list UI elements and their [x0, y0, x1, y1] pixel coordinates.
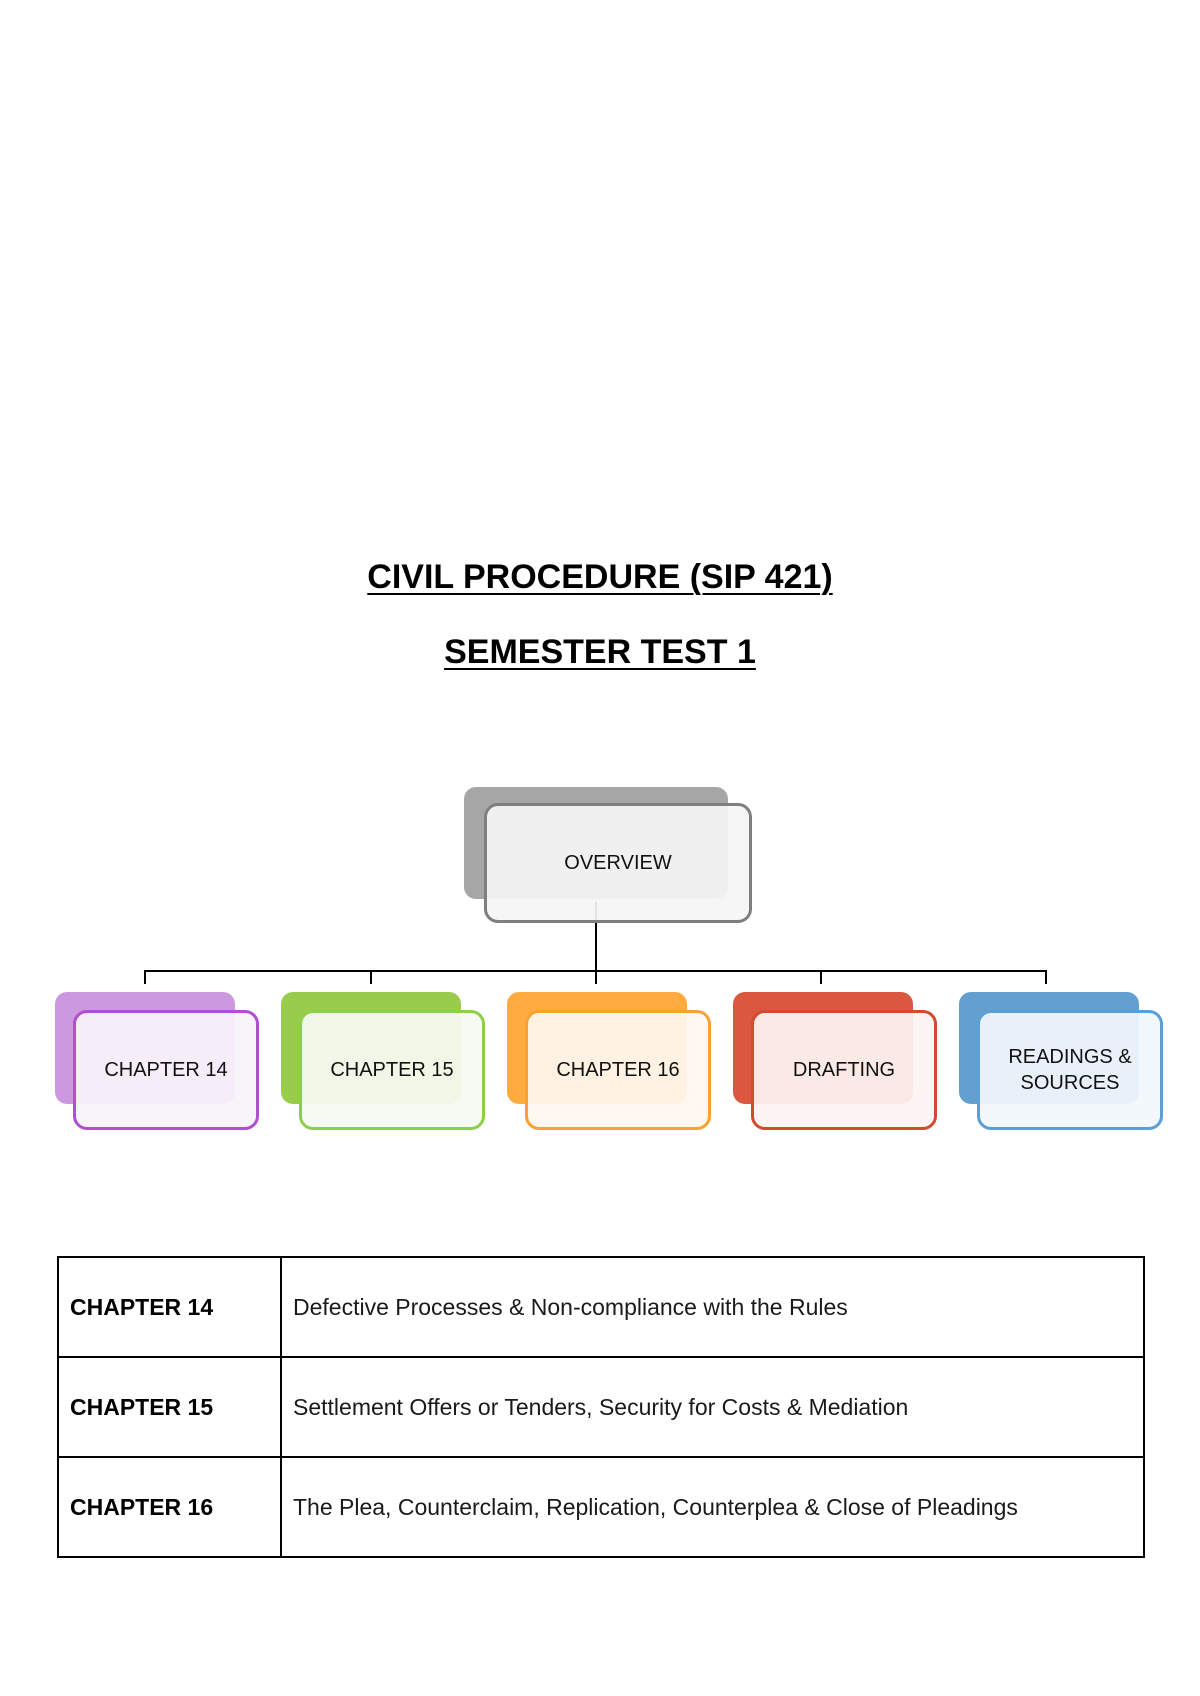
diagram-node-chapter-14: [55, 992, 261, 1132]
table-row: [58, 1357, 1144, 1457]
table-cell-chapter: CHAPTER 16: [58, 1457, 281, 1557]
document-title: CIVIL PROCEDURE (SIP 421): [367, 558, 833, 596]
node-label-chapter-14: CHAPTER 14: [73, 1010, 259, 1130]
diagram-node-readings-sources: [959, 992, 1165, 1132]
node-label-drafting: DRAFTING: [751, 1010, 937, 1130]
table-cell-description: The Plea, Counterclaim, Replication, Counterplea & Close of Pleadings: [281, 1457, 1144, 1557]
table-row: [58, 1457, 1144, 1557]
table-row: [58, 1257, 1144, 1357]
connector-drafting: [820, 970, 822, 984]
table-cell-chapter: CHAPTER 15: [58, 1357, 281, 1457]
diagram-node-chapter-16: [507, 992, 713, 1132]
diagram-node-chapter-15: [281, 992, 487, 1132]
diagram-node-overview: [464, 787, 754, 923]
node-label-readings-sources: READINGS & SOURCES: [977, 1010, 1163, 1130]
node-label-overview: OVERVIEW: [484, 803, 752, 923]
connector-ch16: [595, 970, 597, 984]
table-cell-description: Defective Processes & Non-compliance with the Rules: [281, 1257, 1144, 1357]
node-label-chapter-15: CHAPTER 15: [299, 1010, 485, 1130]
connector-ch14: [144, 970, 146, 984]
document-subtitle: SEMESTER TEST 1: [444, 633, 756, 671]
table-cell-chapter: CHAPTER 14: [58, 1257, 281, 1357]
diagram-node-drafting: [733, 992, 939, 1132]
connector-readings: [1045, 970, 1047, 984]
chapter-summary-table: [57, 1256, 1145, 1558]
node-label-chapter-16: CHAPTER 16: [525, 1010, 711, 1130]
connector-ch15: [370, 970, 372, 984]
table-cell-description: Settlement Offers or Tenders, Security for Costs & Mediation: [281, 1357, 1144, 1457]
